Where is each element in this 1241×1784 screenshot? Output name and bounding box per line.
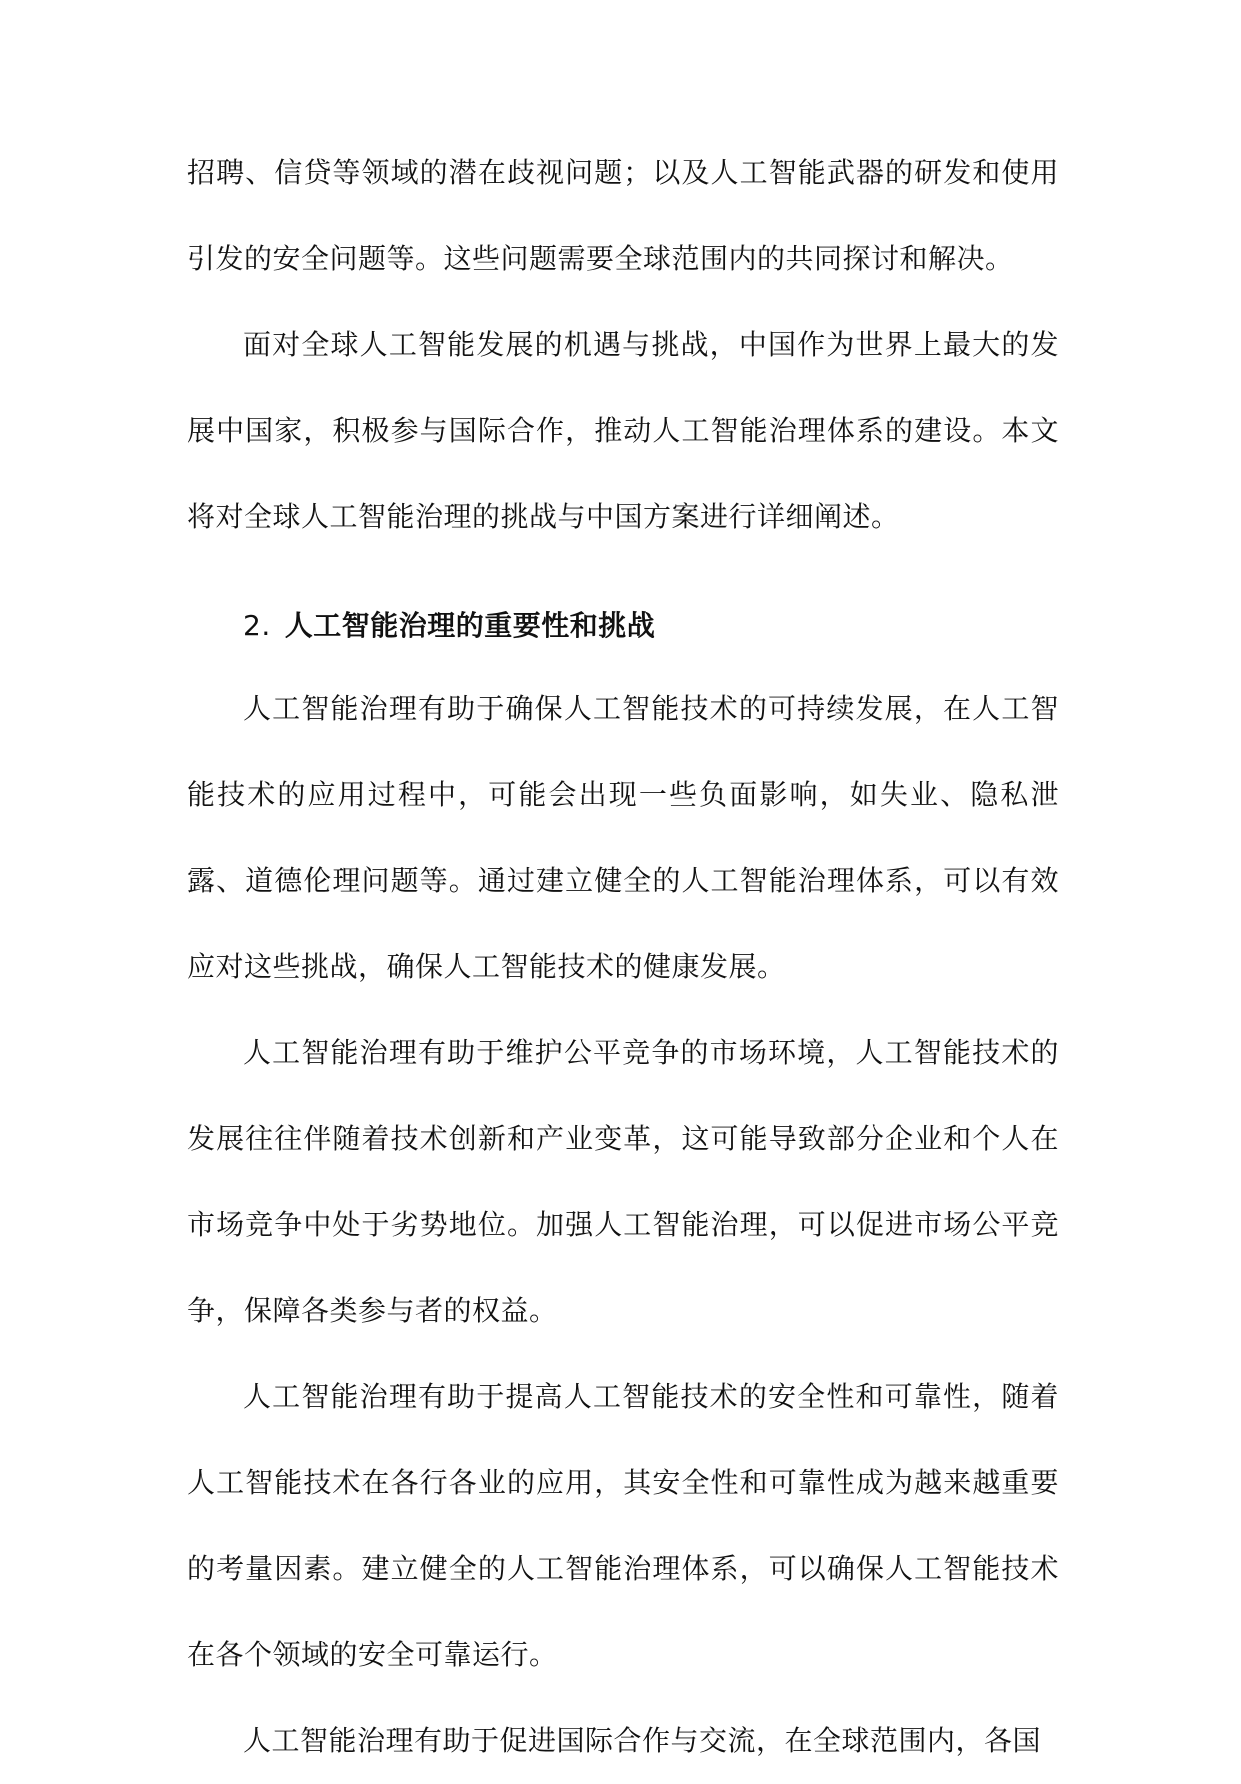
paragraph-international-cooperation: 人工智能治理有助于促进国际合作与交流，在全球范围内，各国 — [243, 1724, 1042, 1757]
paragraph-sustainable-development: 人工智能治理有助于确保人工智能技术的可持续发展，在人工智能技术的应用过程中，可能会出现一些负面影响，如失业、隐私泄露、道德伦理问题等。通过建立健全的人工智能治理体系，可以有效应对这些挑战，确保人工智能技术的健康发展。 — [187, 692, 1059, 983]
document-body — [187, 130, 1059, 1784]
section-heading — [187, 586, 1059, 666]
section-number: 2. — [243, 609, 271, 642]
paragraph-safety-reliability: 人工智能治理有助于提高人工智能技术的安全性和可靠性，随着人工智能技术在各行各业的应用，其安全性和可靠性成为越来越重要的考量因素。建立健全的人工智能治理体系，可以确保人工智能技术在各个领域的安全可靠运行。 — [187, 1380, 1059, 1671]
paragraph-introduction: 面对全球人工智能发展的机遇与挑战，中国作为世界上最大的发展中国家，积极参与国际合作，推动人工智能治理体系的建设。本文将对全球人工智能治理的挑战与中国方案进行详细阐述。 — [187, 328, 1059, 533]
paragraph-continuation: 招聘、信贷等领域的潜在歧视问题；以及人工智能武器的研发和使用引发的安全问题等。这些问题需要全球范围内的共同探讨和解决。 — [187, 156, 1059, 275]
paragraph-fair-competition: 人工智能治理有助于维护公平竞争的市场环境，人工智能技术的发展往往伴随着技术创新和产业变革，这可能导致部分企业和个人在市场竞争中处于劣势地位。加强人工智能治理，可以促进市场公平竞争，保障各类参与者的权益。 — [187, 1036, 1059, 1327]
section-title: 人工智能治理的重要性和挑战 — [284, 609, 656, 642]
